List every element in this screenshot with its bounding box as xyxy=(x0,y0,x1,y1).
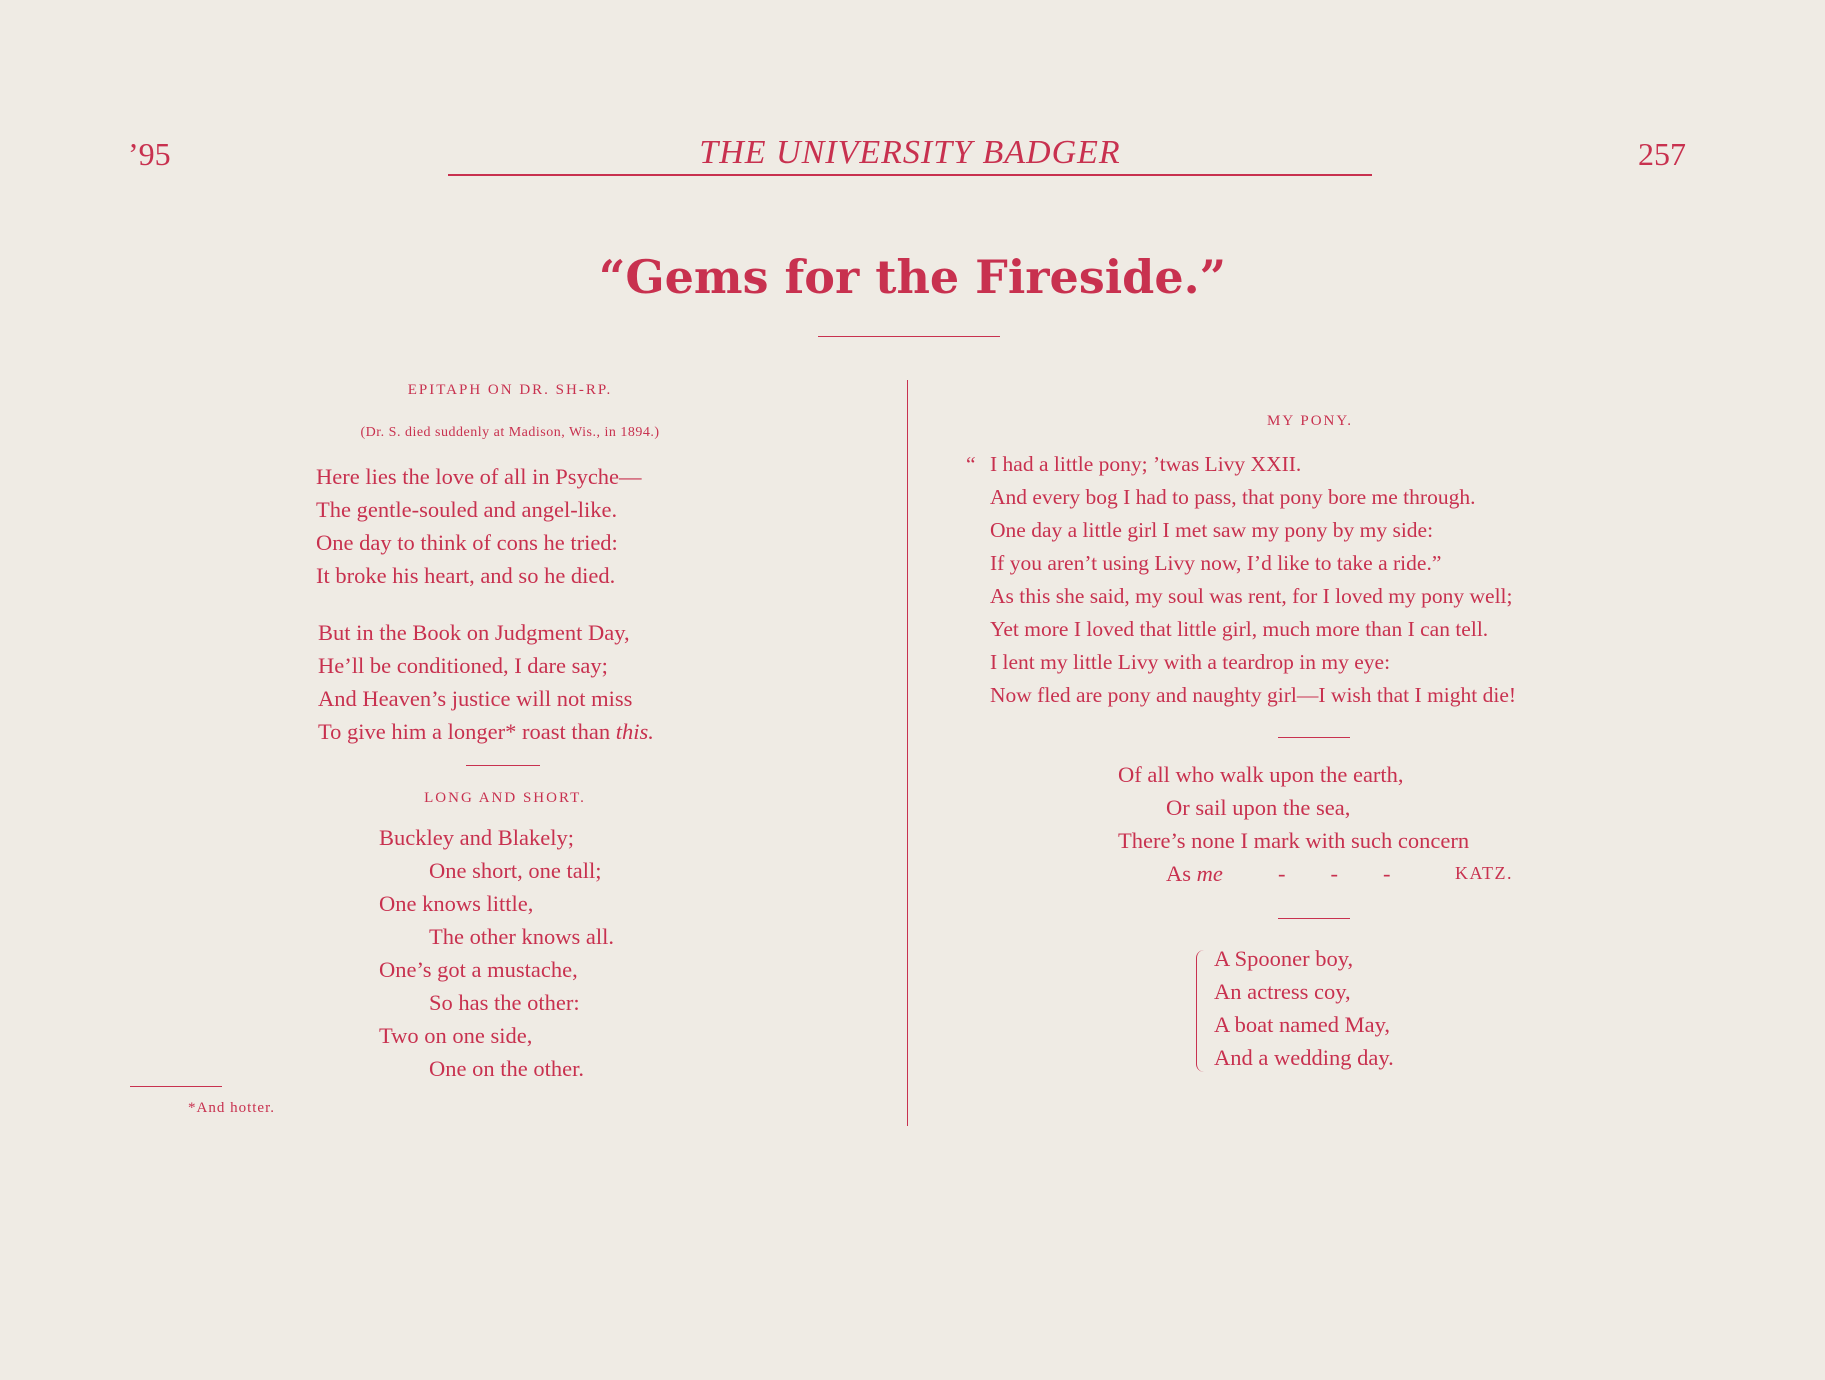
poem-line: And a wedding day. xyxy=(1214,1045,1394,1070)
poem-line: I had a little pony; ’twas Livy XXII. xyxy=(990,452,1302,476)
poem-line-italic: this. xyxy=(615,719,654,744)
poem-line xyxy=(318,715,654,748)
poem-line: But in the Book on Judgment Day, xyxy=(318,620,630,645)
poem-line: Of all who walk upon the earth, xyxy=(1118,762,1404,787)
epitaph-stanza-1 xyxy=(316,460,642,592)
poem-line: The gentle-souled and angel-like. xyxy=(316,497,618,522)
poem-line: Now fled are pony and naughty girl—I wish that I might die! xyxy=(990,683,1517,707)
section-rule xyxy=(1278,737,1350,738)
my-pony-heading: MY PONY. xyxy=(1266,413,1354,429)
page-title: “Gems for the Fireside.” xyxy=(598,250,1227,304)
header-title: THE UNIVERSITY BADGER xyxy=(699,134,1121,171)
poem-line: A boat named May, xyxy=(1214,1012,1391,1037)
long-short-poem xyxy=(379,821,614,1085)
page-number: 257 xyxy=(1638,136,1686,172)
katz-me: me xyxy=(1196,861,1223,886)
poem-line: Or sail upon the sea, xyxy=(1166,795,1351,820)
poem-line: One short, one tall; xyxy=(429,858,602,883)
poem-line: I lent my little Livy with a teardrop in my eye: xyxy=(990,650,1391,674)
column-divider xyxy=(907,380,908,1126)
epitaph-heading: EPITAPH ON DR. SH-RP. xyxy=(407,382,613,398)
poem-line: One day a little girl I met saw my pony by my side: xyxy=(990,518,1434,542)
poem-line: And Heaven’s justice will not miss xyxy=(318,686,633,711)
poem-line: One knows little, xyxy=(379,891,534,916)
section-rule xyxy=(466,765,540,766)
poem-line: So has the other: xyxy=(429,990,580,1015)
my-pony-poem xyxy=(990,448,1516,712)
poem-line: One day to think of cons he tried: xyxy=(316,530,618,555)
poem-line: He’ll be conditioned, I dare say; xyxy=(318,653,608,678)
header-year: ’95 xyxy=(128,136,171,172)
long-short-heading: LONG AND SHORT. xyxy=(424,790,586,806)
poem-line: And every bog I had to pass, that pony bore me through. xyxy=(990,485,1476,509)
katz-poem xyxy=(1118,758,1513,890)
poem-line: Here lies the love of all in Psyche— xyxy=(316,464,642,489)
katz-as: As xyxy=(1166,861,1197,886)
poem-line: As this she said, my soul was rent, for I loved my pony well; xyxy=(990,584,1513,608)
katz-name: KATZ. xyxy=(1455,863,1513,883)
poem-line: An actress coy, xyxy=(1214,979,1351,1004)
header-rule xyxy=(448,174,1372,176)
katz-dashes: - - - xyxy=(1278,861,1391,886)
poem-line: If you aren’t using Livy now, I’d like to take a ride.” xyxy=(990,551,1442,575)
poem-line: There’s none I mark with such concern xyxy=(1118,828,1470,853)
poem-line: It broke his heart, and so he died. xyxy=(316,563,616,588)
poem-line: Yet more I loved that little girl, much more than I can tell. xyxy=(990,617,1489,641)
footnote: *And hotter. xyxy=(188,1100,275,1116)
poem-line-text: To give him a longer* roast than xyxy=(318,719,616,744)
poem-line: A Spooner boy, xyxy=(1214,946,1354,971)
epitaph-note: (Dr. S. died suddenly at Madison, Wis., in 1894.) xyxy=(360,425,660,440)
section-rule xyxy=(1278,918,1350,919)
title-rule xyxy=(818,336,1000,337)
footnote-rule xyxy=(130,1086,222,1087)
poem-line: The other knows all. xyxy=(429,924,614,949)
poem-line: Buckley and Blakely; xyxy=(379,825,574,850)
poem-line: One’s got a mustache, xyxy=(379,957,578,982)
poem-line xyxy=(1118,857,1513,890)
spooner-poem xyxy=(1214,942,1394,1074)
poem-line: One on the other. xyxy=(429,1056,584,1081)
epitaph-stanza-2 xyxy=(318,616,654,748)
brace-icon xyxy=(1196,950,1207,1072)
open-quote: “ xyxy=(966,452,976,476)
poem-line: Two on one side, xyxy=(379,1023,533,1048)
